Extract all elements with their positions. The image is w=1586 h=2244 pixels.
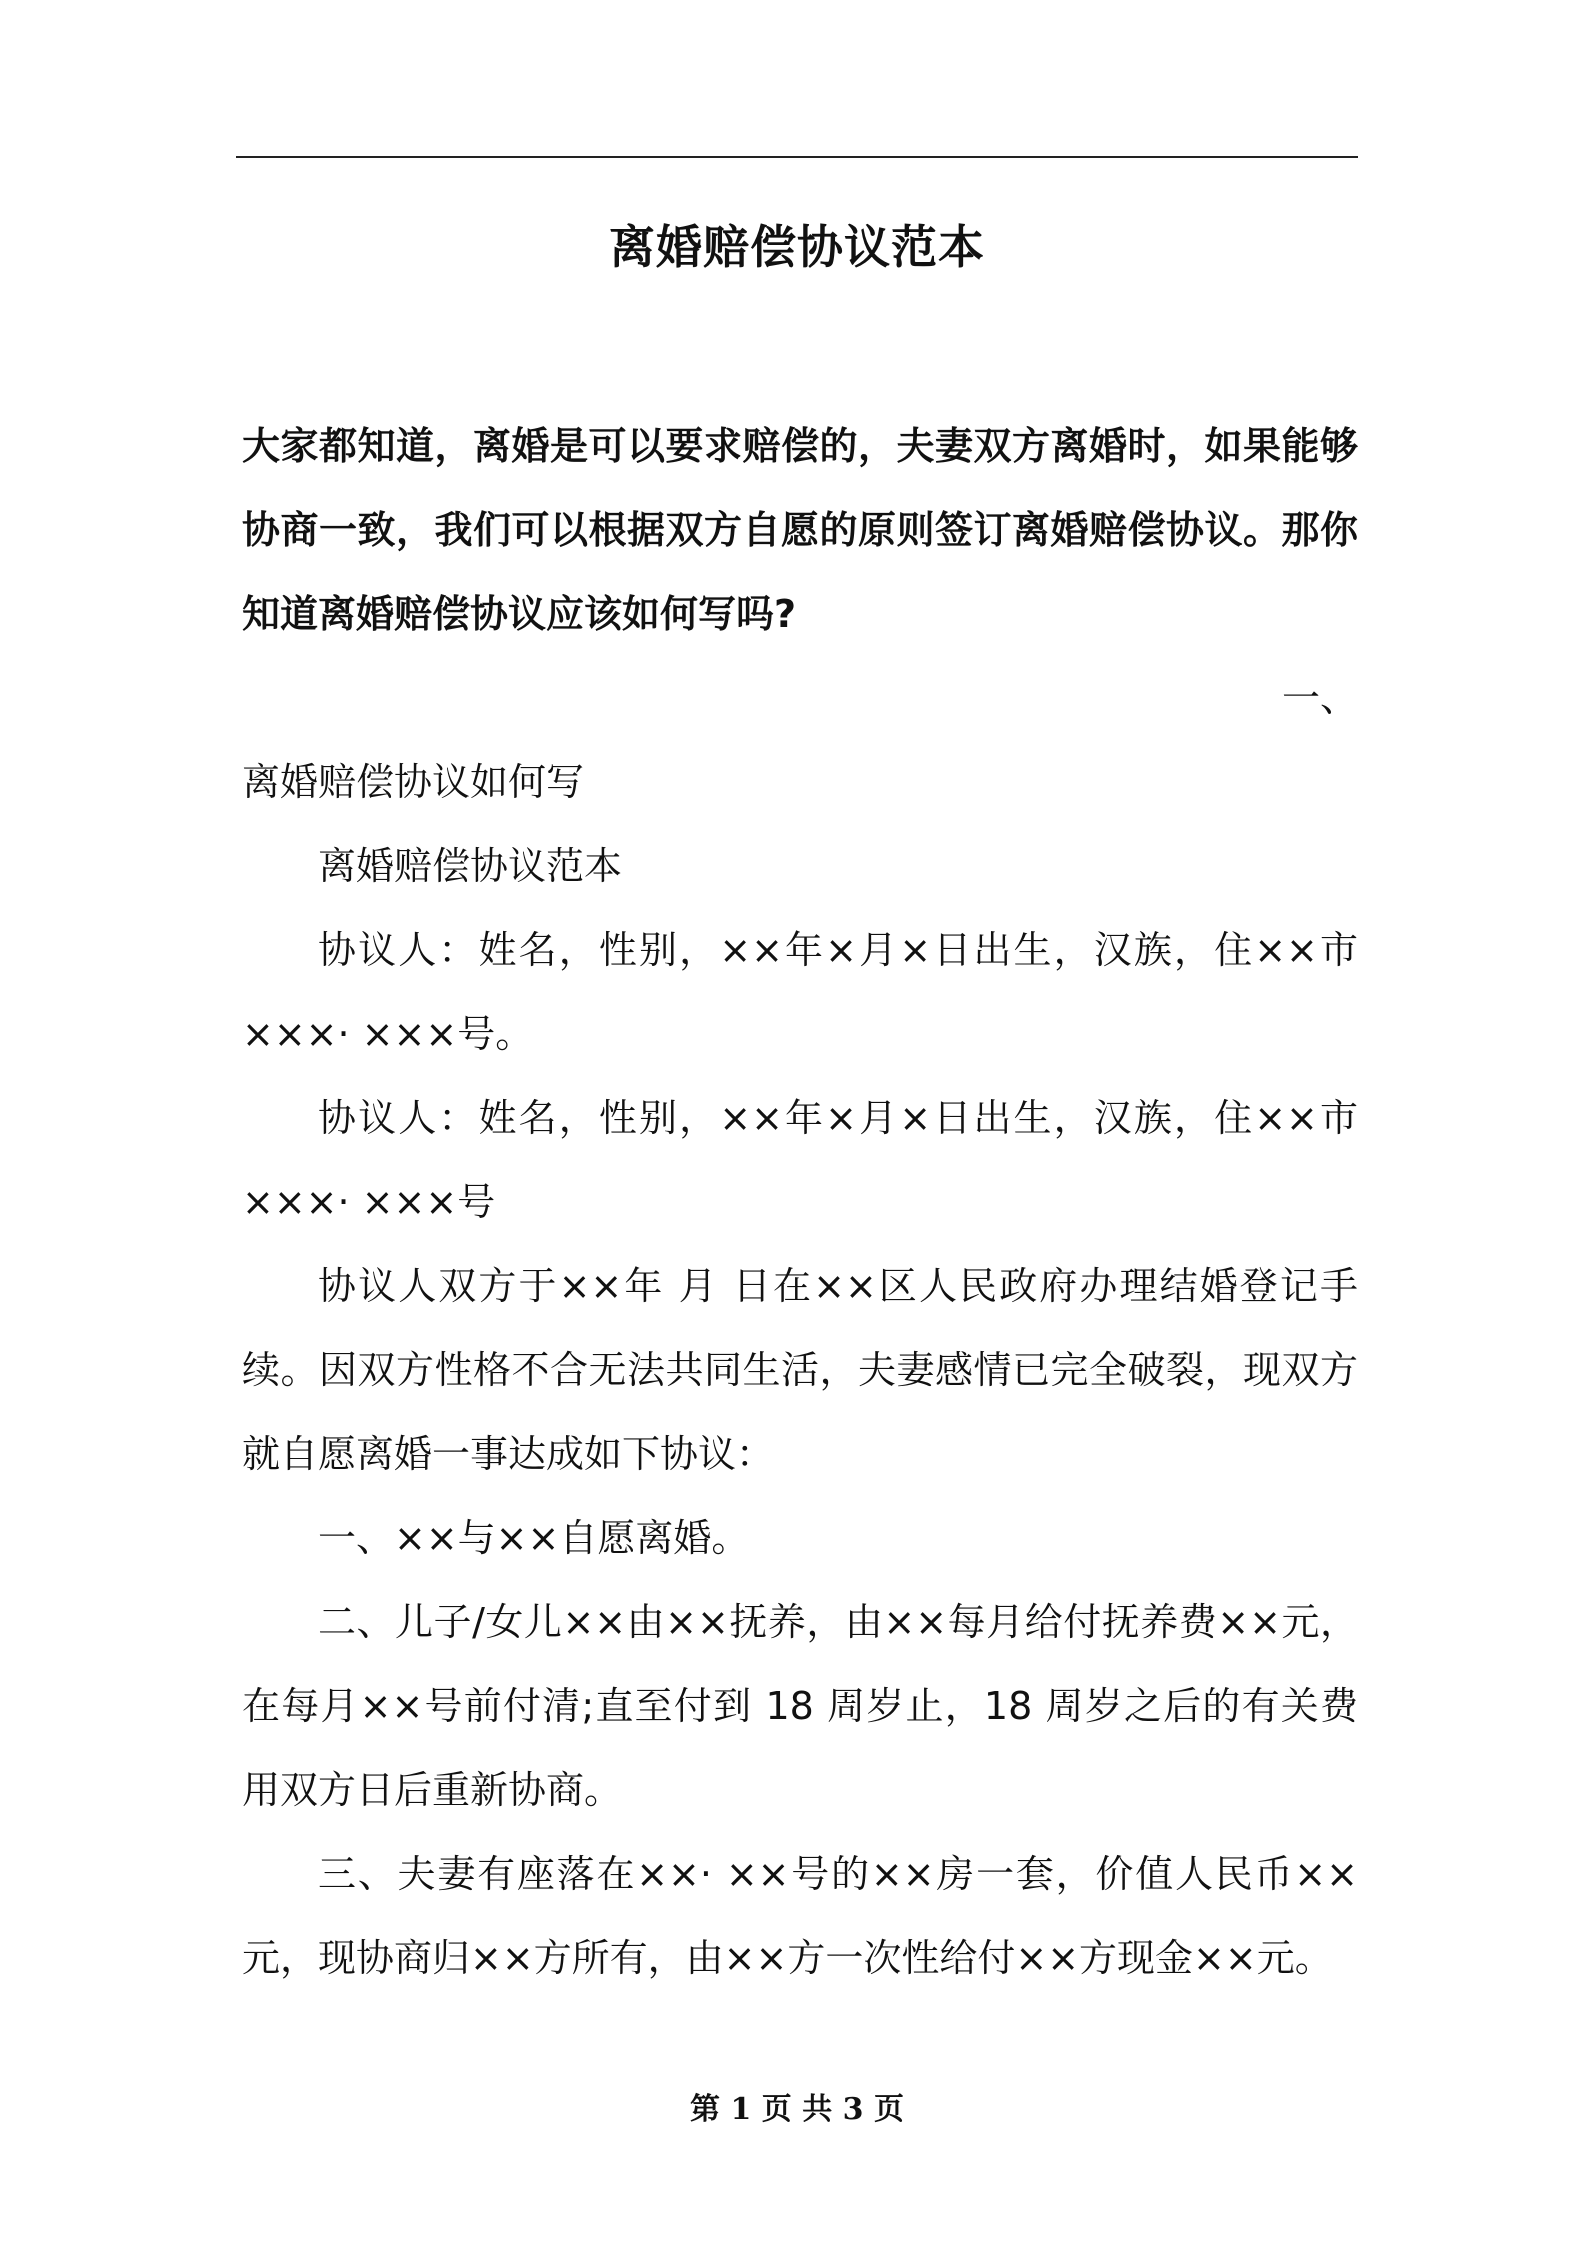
section-number: 一、 [1281,676,1358,720]
party-two-paragraph: 协议人：姓名，性别，××年×月×日出生，汉族，住××市×××· ×××号 [242,1096,1358,1224]
section-heading: 离婚赔偿协议如何写 [242,760,585,804]
intro-paragraph: 大家都知道，离婚是可以要求赔偿的，夫妻双方离婚时，如果能够协商一致，我们可以根据双方自愿的原则签订离婚赔偿协议。那你知道离婚赔偿协议应该如何写吗? [242,424,1358,636]
party-one-paragraph: 协议人：姓名，性别，××年×月×日出生，汉族，住××市×××· ×××号。 [242,928,1358,1056]
clause-one: 一、××与××自愿离婚。 [318,1516,750,1560]
document-title: 离婚赔偿协议范本 [609,220,985,274]
marriage-registration-paragraph: 协议人双方于××年 月 日在××区人民政府办理结婚登记手续。因双方性格不合无法共同生活，夫妻感情已完全破裂，现双方就自愿离婚一事达成如下协议： [242,1264,1358,1476]
clause-two: 二、儿子/女儿××由××抚养，由××每月给付抚养费××元，在每月××号前付清;直至付到 18 周岁止，18 周岁之后的有关费用双方日后重新协商。 [242,1600,1358,1812]
header-divider [236,156,1358,158]
clause-three: 三、夫妻有座落在××· ××号的××房一套，价值人民币××元，现协商归××方所有，由××方一次性给付××方现金××元。 [242,1852,1358,1980]
page-number-footer: 第 1 页 共 3 页 [690,2092,904,2127]
document-body [242,404,1358,2000]
template-title: 离婚赔偿协议范本 [318,844,623,888]
